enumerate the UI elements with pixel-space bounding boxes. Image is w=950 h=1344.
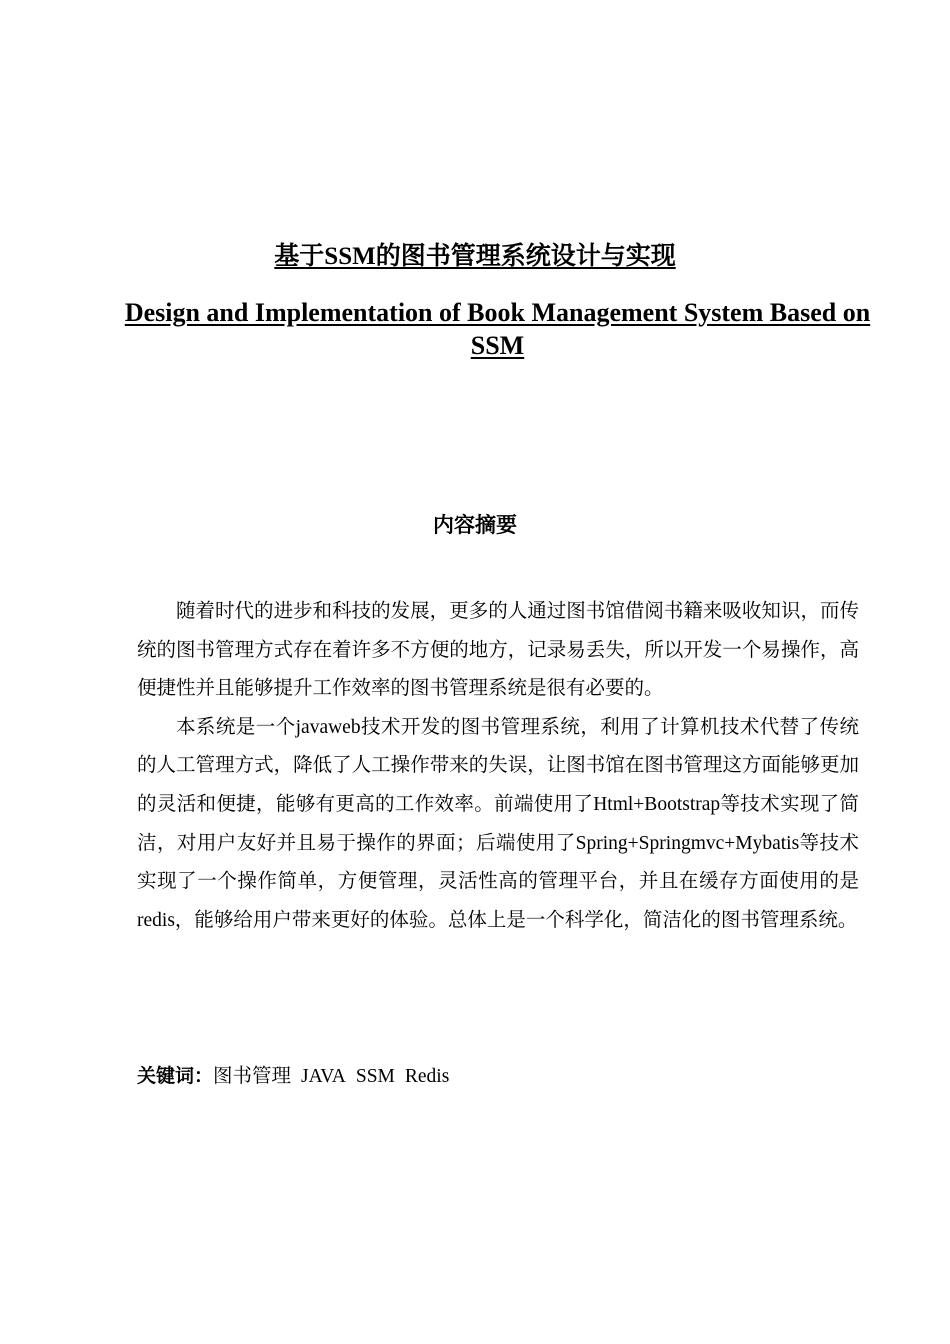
keywords-label: 关键词： bbox=[137, 1065, 214, 1087]
english-title-block bbox=[120, 296, 875, 362]
abstract-paragraph: 本系统是一个javaweb技术开发的图书管理系统，利用了计算机技术代替了传统的人工管理方式，降低了人工操作带来的失误，让图书馆在图书管理这方面能够更加的灵活和便捷，能够有更高的工作效率。前端使用了Html+Bootstrap等技术实现了简洁，对用户友好并且易于操作的界面；后端使用了Spring+Springmvc+Mybatis等技术实现了一个操作简单，方便管理，灵活性高的管理平台，并且在缓存方面使用的是redis，能够给用户带来更好的体验。总体上是一个科学化，简洁化的图书管理系统。 bbox=[137, 716, 859, 931]
abstract-body bbox=[137, 593, 859, 940]
chinese-title: 基于SSM的图书管理系统设计与实现 bbox=[274, 243, 676, 270]
abstract-paragraph: 随着时代的进步和科技的发展，更多的人通过图书馆借阅书籍来吸收知识，而传统的图书管理方式存在着许多不方便的地方，记录易丢失，所以开发一个易操作，高便捷性并且能够提升工作效率的图书管理系统是很有必要的。 bbox=[137, 601, 859, 700]
english-title: Design and Implementation of Book Management System Based on SSM bbox=[124, 298, 871, 360]
keywords-line bbox=[137, 1061, 459, 1092]
keyword-item: SSM bbox=[355, 1066, 395, 1087]
keyword-item: JAVA bbox=[301, 1066, 346, 1087]
keyword-item: Redis bbox=[404, 1066, 450, 1087]
abstract-heading: 内容摘要 bbox=[433, 513, 517, 537]
keyword-item: 图书管理 bbox=[213, 1066, 292, 1087]
